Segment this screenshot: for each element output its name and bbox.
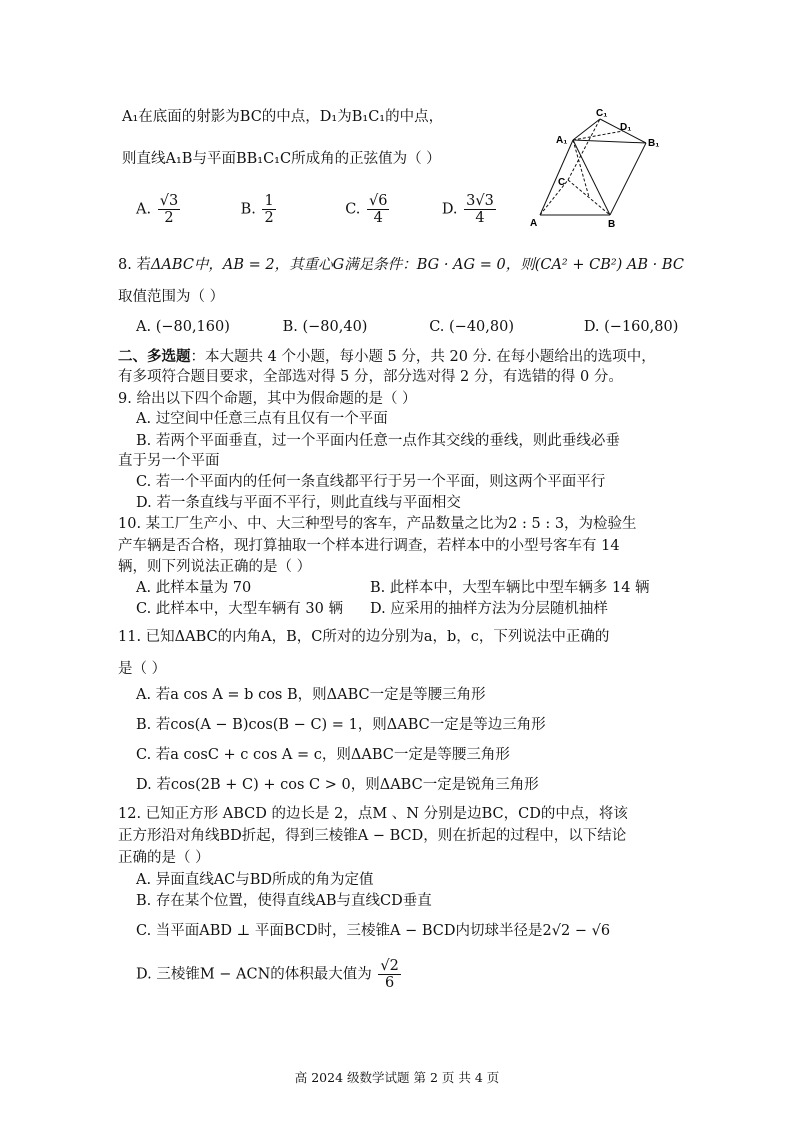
q9-option-d[interactable]: D. 若一条直线与平面不平行，则此直线与平面相交	[136, 495, 461, 511]
option-letter: C.	[345, 201, 361, 218]
q8-vector-condition: BG · AG = 0，则	[416, 257, 535, 273]
section2-heading	[118, 348, 656, 366]
q11-option-a[interactable]: A. 若a cos A = b cos B，则ΔABC一定是等腰三角形	[136, 687, 486, 703]
q10-line1: 10. 某工厂生产小、中、大三种型号的客车，产品数量之比为2 : 5 : 3，为检验生	[118, 516, 637, 532]
q10-line2: 产车辆是否合格，现打算抽取一个样本进行调查，若样本中的小型号客车有 14	[118, 538, 620, 554]
q12-line1: 12. 已知正方形 ABCD 的边长是 2，点M 、N 分别是边BC，CD的中点，将该	[118, 806, 628, 822]
q9-option-b-cont: 直于另一个平面	[118, 453, 220, 469]
q7-option-c[interactable]	[345, 193, 437, 226]
label-a: A	[530, 218, 538, 229]
section2-title: 二、多选题	[118, 348, 191, 365]
section2-text2: 有多项符合题目要求，全部选对得 5 分，部分选对得 2 分，有选错的得 0 分。	[118, 369, 623, 385]
q11-option-c[interactable]: C. 若a cosC + c cos A = c，则ΔABC一定是等腰三角形	[136, 747, 510, 763]
q12-option-d[interactable]	[136, 958, 403, 991]
q11-line1: 11. 已知ΔABC的内角A，B，C所对的边分别为a，b，c，下列说法中正确的	[118, 629, 610, 645]
q7-option-b[interactable]	[241, 193, 341, 226]
q8-number: 8. 若	[118, 257, 151, 273]
denominator: 4	[475, 210, 485, 226]
fraction	[367, 193, 389, 226]
label-d1: D₁	[620, 122, 632, 133]
q8-condition: ΔABC中，AB = 2，其重心G满足条件：	[150, 257, 417, 273]
q8-line1	[118, 256, 684, 274]
q8-line2: 取值范围为（ ）	[118, 289, 225, 305]
denominator: 6	[385, 975, 395, 991]
q9-option-c[interactable]: C. 若一个平面内的任何一条直线都平行于另一个平面，则这两个平面平行	[136, 474, 606, 490]
q9-option-a[interactable]: A. 过空间中任意三点有且仅有一个平面	[136, 411, 388, 427]
q11-option-b[interactable]: B. 若cos(A − B)cos(B − C) = 1，则ΔABC一定是等边三角形	[136, 717, 546, 733]
q9-option-b[interactable]: B. 若两个平面垂直，过一个平面内任意一点作其交线的垂线，则此垂线必垂	[136, 433, 620, 449]
page-footer: 高 2024 级数学试题 第 2 页 共 4 页	[294, 1070, 500, 1085]
label-c: C	[558, 177, 566, 188]
denominator: 2	[264, 210, 274, 226]
q12-option-c[interactable]: C. 当平面ABD ⊥ 平面BCD时，三棱锥A − BCD内切球半径是2√2 − √6	[136, 923, 611, 939]
numerator: √3	[159, 193, 179, 209]
numerator: 1	[264, 193, 274, 209]
q12-line3: 正确的是（ ）	[118, 850, 210, 866]
q10-line3: 辆，则下列说法正确的是（ ）	[118, 559, 312, 575]
q8-option-d[interactable]: D. (−160,80)	[583, 319, 679, 335]
q12-option-a[interactable]: A. 异面直线AC与BD所成的角为定值	[136, 872, 374, 888]
option-letter: B.	[240, 201, 256, 218]
label-b1: B₁	[648, 138, 660, 149]
q12-option-b[interactable]: B. 存在某个位置，使得直线AB与直线CD垂直	[136, 893, 432, 909]
q10-option-c[interactable]: C. 此样本中，大型车辆有 30 辆	[136, 601, 343, 617]
numerator: √6	[369, 193, 388, 209]
section2-text: ：本大题共 4 个小题，每小题 5 分，共 20 分. 在每小题给出的选项中，	[190, 349, 656, 365]
fraction	[378, 958, 400, 991]
q12-line2: 正方形沿对角线BD折起，得到三棱锥A − BCD，则在折起的过程中，以下结论	[118, 828, 627, 844]
fraction	[464, 193, 496, 226]
q9-stem: 9. 给出以下四个命题，其中为假命题的是（ ）	[118, 391, 417, 407]
numerator: √2	[380, 958, 399, 974]
denominator: 2	[164, 210, 174, 226]
q7-line1: A₁在底面的射影为BC的中点，D₁为B₁C₁的中点，	[122, 109, 444, 125]
q11-line2: 是（ ）	[118, 661, 167, 677]
q8-expression: (CA² + CB²) AB · BC	[534, 257, 684, 273]
option-letter: D.	[441, 201, 458, 218]
q7-line2: 则直线A₁B与平面BB₁C₁C所成角的正弦值为（ ）	[122, 151, 441, 167]
q8-option-a[interactable]: A. (−80,160)	[136, 319, 230, 335]
q12-option-d-text: D. 三棱锥M − ACN的体积最大值为	[136, 966, 372, 983]
q10-option-b[interactable]: B. 此样本中，大型车辆比中型车辆多 14 辆	[370, 580, 650, 596]
q10-option-d[interactable]: D. 应采用的抽样方法为分层随机抽样	[370, 601, 608, 617]
label-a1: A₁	[556, 135, 568, 146]
label-b: B	[608, 219, 616, 230]
fraction	[262, 193, 275, 226]
denominator: 4	[373, 210, 383, 226]
q11-option-d[interactable]: D. 若cos(2B + C) + cos C > 0，则ΔABC一定是锐角三角形	[136, 777, 539, 793]
option-letter: A.	[136, 201, 152, 218]
prism-figure	[528, 105, 678, 230]
q8-option-b[interactable]: B. (−80,40)	[282, 319, 368, 335]
q8-options	[136, 318, 678, 336]
q8-option-c[interactable]: C. (−40,80)	[429, 319, 514, 335]
fraction	[158, 193, 180, 226]
q7-option-d[interactable]	[442, 193, 498, 226]
numerator: 3√3	[466, 193, 494, 209]
q7-option-a[interactable]	[136, 193, 236, 226]
q7-options	[136, 193, 498, 226]
q10-option-a[interactable]: A. 此样本量为 70	[136, 580, 252, 596]
label-c1: C₁	[596, 108, 608, 119]
